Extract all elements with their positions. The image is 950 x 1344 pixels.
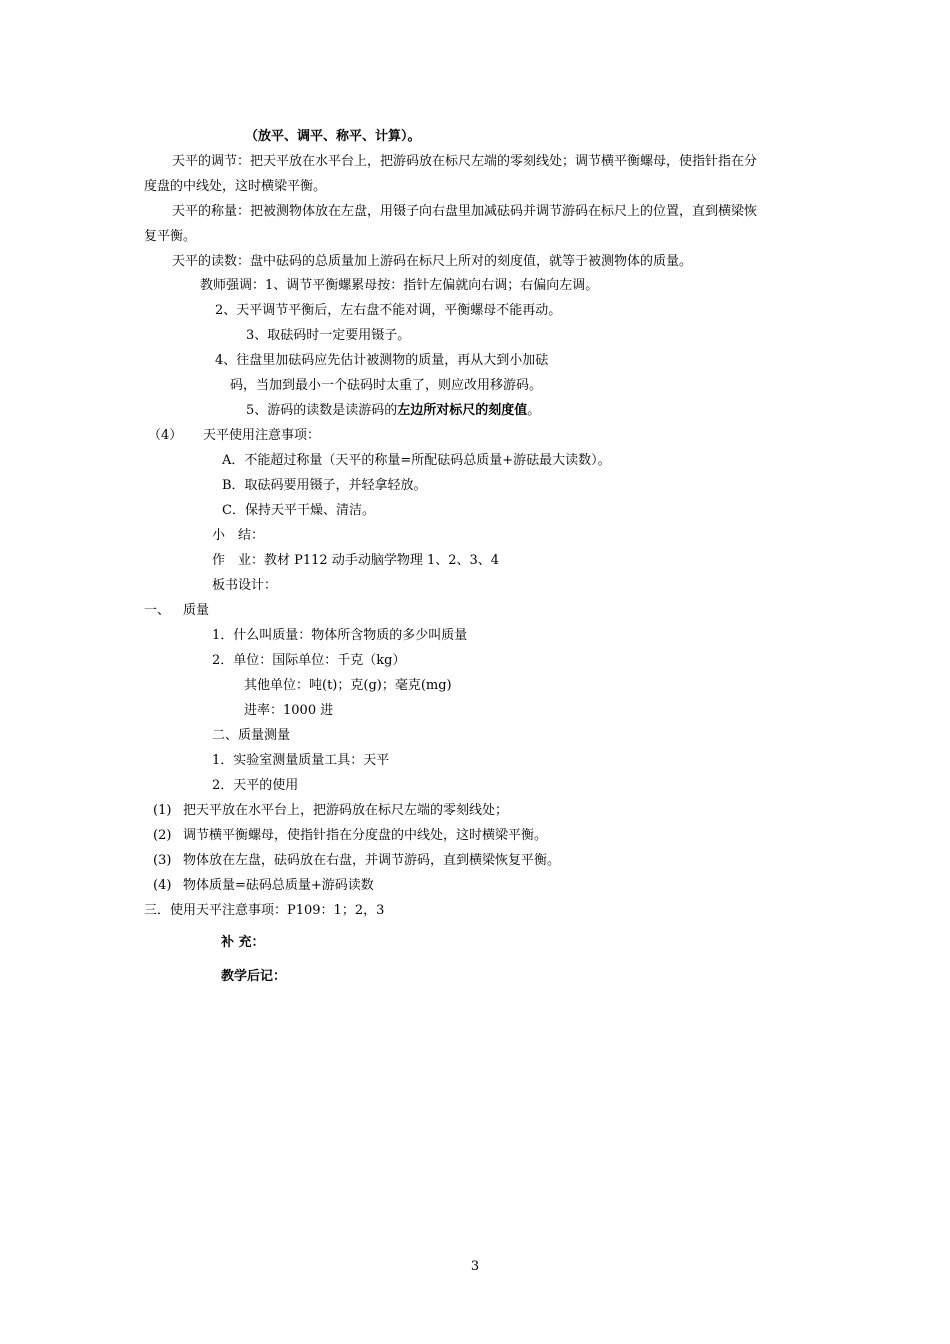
step-1-text: 把天平放在水平台上，把游码放在标尺左端的零刻线处； [183, 803, 509, 818]
board-design-label: 板书设计： [212, 578, 278, 593]
step-4-text: 物体质量=砝码总质量+游码读数 [183, 878, 374, 893]
step-4-marker: (4) [153, 878, 172, 893]
step-2-marker: (2) [153, 828, 172, 843]
teacher-emphasis-5 [246, 402, 540, 420]
board-item-2: 2．单位：国际单位：千克（kg） [212, 653, 406, 668]
step-3-marker: (3) [153, 853, 172, 868]
board-section-2-item-2: 2．天平的使用 [212, 778, 299, 793]
teacher-emphasis-1: 教师强调：1、调节平衡螺累母按：指针左偏就向右调；右偏向左调。 [200, 278, 599, 293]
summary-label: 小 结： [212, 528, 265, 543]
teacher-emphasis-4b: 码，当加到最小一个砝码时太重了，则应改用移游码。 [230, 378, 543, 393]
homework-line: 作 业：教材 P112 动手动脑学物理 1、2、3、4 [212, 553, 500, 568]
teacher-emphasis-4a: 4、往盘里加砝码应先估计被测物的质量，再从大到小加砝 [215, 353, 549, 368]
balance-adjust-line-1: 天平的调节：把天平放在水平台上，把游码放在标尺左端的零刻线处；调节横平衡螺母，使指针指在分 [172, 154, 758, 169]
board-section-1-marker: 一、 [144, 603, 171, 618]
supplement-label: 补 充： [221, 935, 265, 950]
teacher-emphasis-3: 3、取砝码时一定要用镊子。 [246, 328, 411, 343]
caution-a: A．不能超过称量（天平的称量=所配砝码总质量+游砝最大读数）。 [222, 453, 611, 468]
board-item-2-conversion: 进率：1000 进 [244, 703, 334, 718]
balance-weigh-line-1: 天平的称量：把被测物体放在左盘，用镊子向右盘里加减砝码并调节游码在标尺上的位置，直到横梁恢 [172, 204, 758, 219]
balance-weigh-line-2: 复平衡。 [144, 229, 197, 244]
teacher-emphasis-2: 2、天平调节平衡后，左右盘不能对调，平衡螺母不能再动。 [215, 303, 562, 318]
emphasis-5-text: 5、游码的读数是读游码的 [246, 403, 398, 418]
step-3-text: 物体放在左盘，砝码放在右盘，并调节游码，直到横梁恢复平衡。 [183, 853, 561, 868]
board-section-1-title: 质量 [183, 603, 210, 618]
emphasis-5-bold: 左边所对标尺的刻度值 [397, 403, 528, 418]
section-4-marker: （4） [148, 428, 183, 443]
step-1-marker: (1) [153, 803, 172, 818]
method-summary: （放平、调平、称平、计算）。 [245, 129, 421, 144]
board-section-2-title: 二、质量测量 [212, 728, 291, 743]
page-number: 3 [470, 1259, 480, 1274]
emphasis-5-end: 。 [527, 403, 541, 418]
caution-b: B．取砝码要用镊子，并轻拿轻放。 [222, 478, 427, 493]
board-item-2-other-units: 其他单位：吨(t)；克(g)；毫克(mg) [244, 678, 452, 693]
teaching-notes-label: 教学后记： [221, 969, 287, 984]
section-4-heading: 天平使用注意事项： [203, 428, 321, 443]
board-section-2-item-1: 1．实验室测量质量工具：天平 [212, 753, 390, 768]
board-section-3: 三．使用天平注意事项：P109：1；2，3 [144, 903, 385, 918]
caution-c: C．保持天平干燥、清洁。 [222, 503, 375, 518]
step-2-text: 调节横平衡螺母，使指针指在分度盘的中线处，这时横梁平衡。 [183, 828, 548, 843]
balance-reading: 天平的读数：盘中砝码的总质量加上游码在标尺上所对的刻度值，就等于被测物体的质量。 [172, 254, 693, 269]
balance-adjust-line-2: 度盘的中线处，这时横梁平衡。 [144, 179, 327, 194]
board-item-1: 1．什么叫质量：物体所含物质的多少叫质量 [212, 628, 468, 643]
